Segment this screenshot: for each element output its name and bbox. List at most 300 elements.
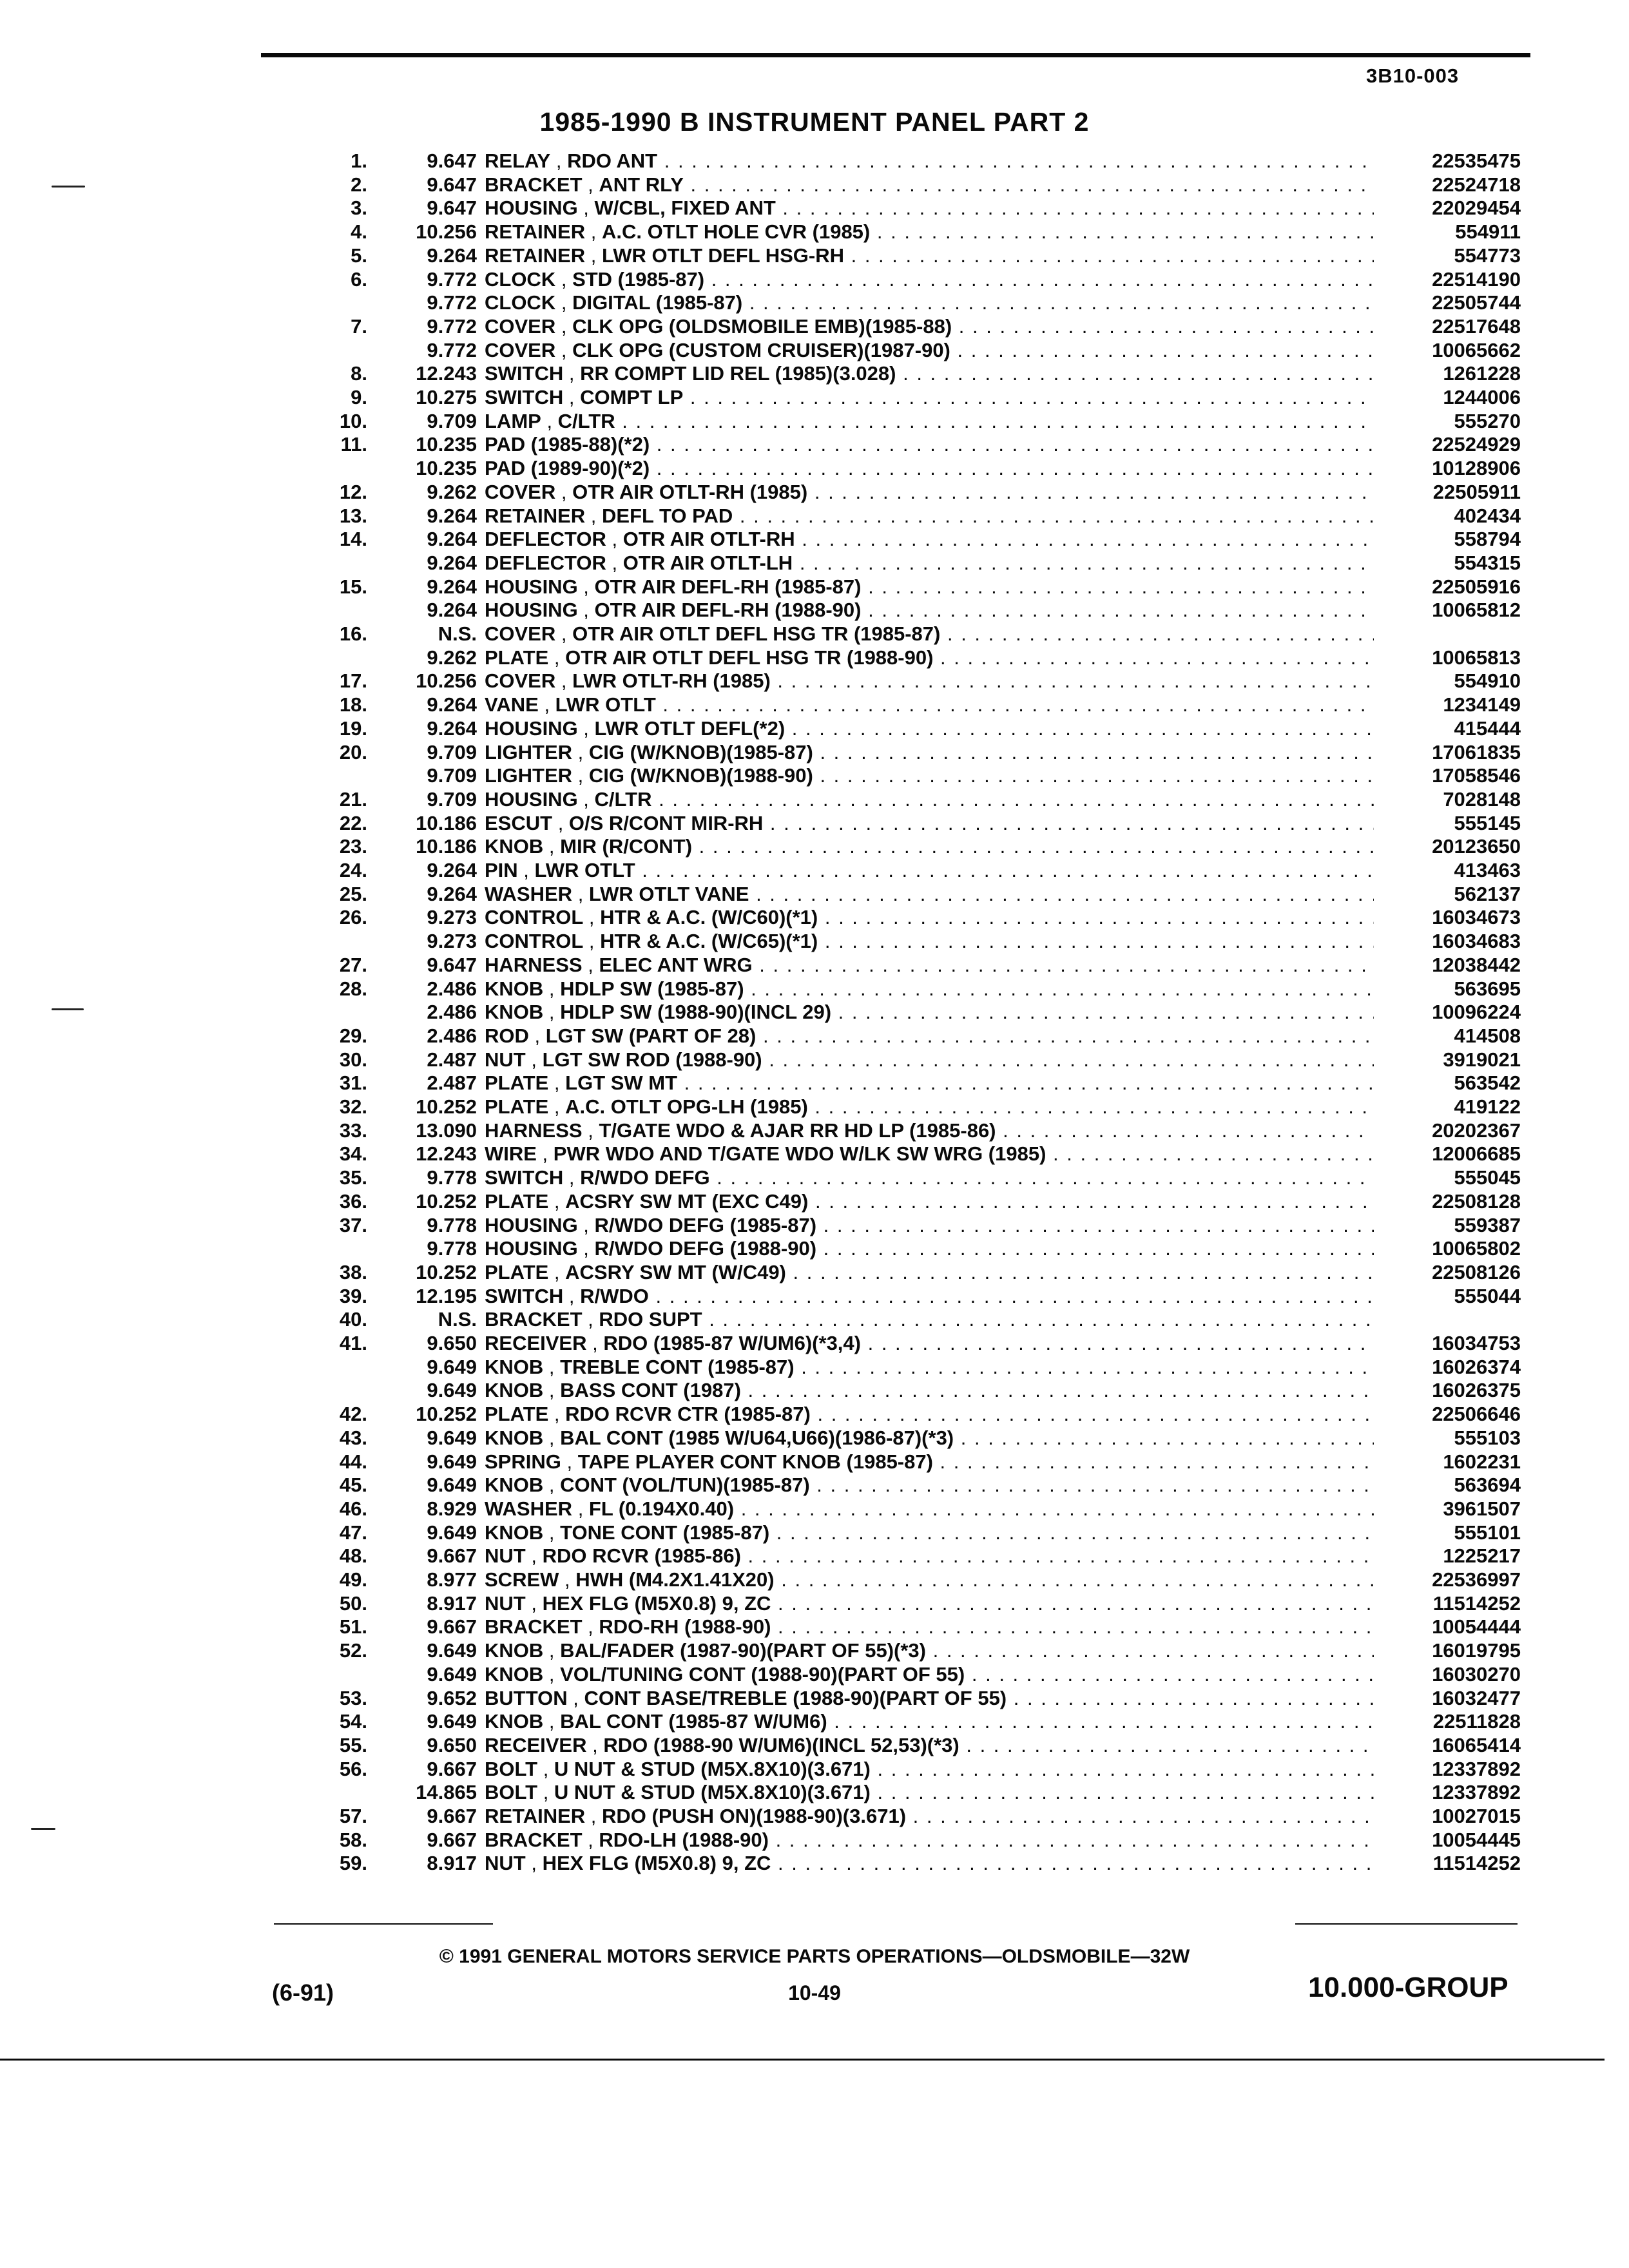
reference-number: 10.186 — [416, 835, 477, 858]
separator: , — [577, 716, 595, 740]
reference-number: 9.647 — [427, 173, 477, 196]
part-number: 3919021 — [1443, 1048, 1521, 1071]
part-number: 563695 — [1454, 977, 1521, 1000]
separator: , — [582, 1119, 599, 1142]
part-name: SPRING — [485, 1450, 561, 1473]
part-detail: HTR & A.C. (W/C60)(*1) — [600, 906, 818, 929]
part-detail: LWR OTLT — [534, 859, 635, 881]
item-number: 3. — [351, 197, 367, 220]
part-name: LIGHTER — [485, 740, 573, 764]
part-detail: R/WDO DEFG — [580, 1166, 710, 1189]
part-name: CONTROL — [485, 930, 584, 953]
part-number: 22508128 — [1432, 1189, 1521, 1213]
reference-number: 9.667 — [427, 1757, 477, 1780]
separator: , — [563, 362, 581, 385]
part-detail: HWH (M4.2X1.41X20) — [575, 1568, 775, 1591]
part-description — [485, 812, 1374, 835]
reference-number: 8.917 — [427, 1591, 477, 1615]
part-description — [485, 575, 1374, 599]
reference-number: 9.649 — [427, 1355, 477, 1378]
part-name: PAD — [485, 457, 526, 480]
separator: , — [548, 1260, 566, 1283]
parts-row — [0, 1758, 1629, 1781]
part-detail: LWR OTLT DEFL HSG-RH — [602, 244, 844, 267]
separator: , — [585, 1805, 602, 1827]
margin-mark — [52, 186, 85, 187]
part-number: 1234149 — [1443, 693, 1521, 716]
part-detail: RR COMPT LID REL (1985)(3.028) — [580, 362, 896, 385]
parts-row — [0, 1474, 1629, 1497]
reference-number: 9.647 — [427, 953, 477, 976]
item-number: 52. — [339, 1639, 367, 1662]
item-number: 26. — [339, 906, 367, 929]
item-number: 19. — [339, 716, 367, 740]
item-number: 25. — [339, 882, 367, 905]
separator: , — [572, 1497, 589, 1520]
reference-number: 12.243 — [416, 362, 477, 385]
reference-number: 10.186 — [416, 811, 477, 834]
part-description — [485, 1072, 1374, 1095]
part-name: WASHER — [485, 882, 573, 905]
item-number: 4. — [351, 220, 367, 244]
separator: , — [555, 314, 573, 338]
parts-row — [0, 220, 1629, 244]
item-number: 37. — [339, 1213, 367, 1236]
separator: , — [525, 1852, 543, 1875]
part-name: HOUSING — [485, 716, 578, 740]
part-description — [485, 1829, 1374, 1852]
part-detail: OTR AIR OTLT DEFL HSG TR (1988-90) — [565, 646, 934, 669]
separator: , — [559, 1568, 576, 1591]
separator: , — [586, 1733, 604, 1756]
item-number: 53. — [339, 1686, 367, 1709]
part-description — [485, 1308, 1374, 1331]
part-description — [485, 457, 1374, 480]
separator: , — [525, 1544, 543, 1568]
part-number: 16019795 — [1432, 1639, 1521, 1662]
reference-number: N.S. — [438, 1308, 477, 1331]
reference-number: 9.264 — [427, 575, 477, 598]
part-detail: U NUT & STUD (M5X.8X10)(3.671) — [554, 1781, 871, 1804]
part-detail: OTR AIR DEFL-RH (1988-90) — [594, 599, 862, 622]
separator: , — [543, 1521, 561, 1544]
separator: , — [555, 480, 573, 503]
part-description — [485, 433, 1374, 456]
part-name: PIN — [485, 859, 518, 881]
top-rule — [261, 53, 1530, 57]
part-number: 10054444 — [1432, 1615, 1521, 1639]
part-description — [485, 1285, 1374, 1308]
parts-row — [0, 1285, 1629, 1308]
part-detail: ELEC ANT WRG — [599, 953, 753, 976]
part-description — [485, 220, 1374, 244]
part-description — [485, 717, 1374, 740]
part-number: 16030270 — [1432, 1662, 1521, 1686]
item-number: 30. — [339, 1048, 367, 1071]
part-name: NUT — [485, 1591, 526, 1615]
part-description — [485, 906, 1374, 929]
separator: , — [585, 504, 602, 527]
separator: , — [528, 1024, 546, 1047]
parts-row — [0, 1095, 1629, 1119]
reference-number: 9.652 — [427, 1686, 477, 1709]
margin-mark — [52, 1008, 84, 1010]
part-description — [485, 362, 1374, 385]
parts-row — [0, 1734, 1629, 1757]
separator: , — [543, 1662, 561, 1686]
part-number: 22524929 — [1432, 433, 1521, 456]
part-name: KNOB — [485, 1710, 544, 1733]
separator — [525, 433, 531, 456]
separator: , — [543, 1426, 561, 1449]
item-number: 36. — [339, 1189, 367, 1213]
part-description — [485, 1024, 1374, 1048]
part-detail: A.C. OTLT OPG-LH (1985) — [565, 1095, 808, 1118]
reference-number: 8.917 — [427, 1852, 477, 1875]
part-description — [485, 788, 1374, 811]
part-number: 22536997 — [1432, 1568, 1521, 1591]
reference-number: 9.650 — [427, 1733, 477, 1756]
part-description — [485, 1379, 1374, 1402]
part-name: NUT — [485, 1852, 526, 1875]
part-number: 555044 — [1454, 1284, 1521, 1307]
separator: , — [577, 1237, 595, 1260]
reference-number: 9.264 — [427, 882, 477, 905]
separator: , — [536, 1142, 554, 1166]
part-detail: RDO-RH (1988-90) — [599, 1615, 771, 1639]
separator: , — [543, 835, 561, 858]
part-description — [485, 1663, 1374, 1686]
part-number: 16034753 — [1432, 1332, 1521, 1354]
parts-row — [0, 1024, 1629, 1048]
reference-number: N.S. — [438, 622, 477, 645]
part-name: HOUSING — [485, 1213, 578, 1236]
part-detail: VOL/TUNING CONT (1988-90)(PART OF 55) — [560, 1662, 965, 1686]
page-code: 3B10-003 — [1366, 64, 1460, 87]
part-detail: PWR WDO AND T/GATE WDO W/LK SW WRG (1985) — [553, 1142, 1046, 1166]
parts-row — [0, 646, 1629, 669]
part-detail: R/WDO — [580, 1284, 649, 1307]
parts-row — [0, 1332, 1629, 1355]
item-number: 46. — [339, 1497, 367, 1520]
separator: , — [583, 930, 601, 953]
item-number: 47. — [339, 1521, 367, 1544]
item-number: 57. — [339, 1805, 367, 1827]
part-description — [485, 1710, 1374, 1733]
part-name: RETAINER — [485, 1805, 586, 1827]
margin-mark — [31, 1828, 55, 1830]
part-detail: DIGITAL (1985-87) — [572, 291, 743, 314]
reference-number: 10.252 — [416, 1260, 477, 1283]
part-number: 419122 — [1454, 1095, 1521, 1118]
footer-copyright: © 1991 GENERAL MOTORS SERVICE PARTS OPERATIONS—OLDSMOBILE—32W — [439, 1946, 1190, 1967]
parts-row — [0, 1261, 1629, 1284]
part-name: COVER — [485, 338, 556, 361]
separator: , — [548, 1189, 566, 1213]
part-detail: (1989-90)(*2) — [530, 457, 650, 480]
item-number: 22. — [339, 811, 367, 834]
separator: , — [586, 1332, 604, 1354]
part-detail: CIG (W/KNOB)(1988-90) — [588, 764, 813, 787]
part-description — [485, 954, 1374, 977]
part-description — [485, 1592, 1374, 1615]
separator: , — [606, 528, 623, 551]
part-description — [485, 528, 1374, 551]
item-number: 5. — [351, 244, 367, 267]
part-detail: LGT SW MT — [565, 1072, 678, 1095]
reference-number: 9.772 — [427, 291, 477, 314]
parts-row — [0, 1190, 1629, 1213]
reference-number: 2.486 — [427, 1001, 477, 1024]
reference-number: 10.235 — [416, 433, 477, 456]
part-detail: R/WDO DEFG (1985-87) — [594, 1213, 817, 1236]
part-number: 12038442 — [1432, 953, 1521, 976]
part-number: 11514252 — [1432, 1591, 1521, 1615]
part-number: 22517648 — [1432, 314, 1521, 338]
part-number: 1602231 — [1443, 1450, 1521, 1473]
reference-number: 9.273 — [427, 930, 477, 953]
parts-row — [0, 505, 1629, 528]
separator: , — [548, 646, 566, 669]
part-description — [485, 1521, 1374, 1544]
part-description — [485, 1119, 1374, 1142]
separator: , — [525, 1591, 543, 1615]
parts-row — [0, 812, 1629, 835]
separator: , — [572, 882, 589, 905]
part-number: 16065414 — [1432, 1733, 1521, 1756]
part-detail: OTR AIR OTLT DEFL HSG TR (1985-87) — [572, 622, 941, 645]
part-description — [485, 1001, 1374, 1024]
part-detail: CONT (VOL/TUN)(1985-87) — [560, 1474, 810, 1497]
separator: , — [572, 740, 589, 764]
part-detail: C/LTR — [557, 409, 615, 432]
part-name: BRACKET — [485, 173, 583, 196]
part-name: RETAINER — [485, 504, 586, 527]
item-number: 8. — [351, 362, 367, 385]
part-name: SWITCH — [485, 362, 564, 385]
part-description — [485, 599, 1374, 622]
part-description — [485, 315, 1374, 338]
separator: , — [543, 1355, 561, 1378]
item-number: 21. — [339, 787, 367, 811]
reference-number: 9.649 — [427, 1426, 477, 1449]
parts-row — [0, 1592, 1629, 1615]
item-number: 38. — [339, 1260, 367, 1283]
part-name: COVER — [485, 622, 556, 645]
reference-number: 10.275 — [416, 386, 477, 408]
part-name: PLATE — [485, 1072, 549, 1095]
parts-row — [0, 599, 1629, 622]
parts-row — [0, 410, 1629, 433]
part-number: 22505916 — [1432, 575, 1521, 598]
item-number: 34. — [339, 1142, 367, 1166]
part-detail: DEFL TO PAD — [602, 504, 733, 527]
part-detail: RDO (1985-87 W/UM6)(*3,4) — [603, 1332, 861, 1354]
reference-number: 9.709 — [427, 764, 477, 787]
part-number: 555145 — [1454, 811, 1521, 834]
part-detail: CLK OPG (OLDSMOBILE EMB)(1985-88) — [572, 314, 952, 338]
parts-row — [0, 717, 1629, 740]
part-name: KNOB — [485, 835, 544, 858]
parts-row — [0, 1142, 1629, 1166]
part-name: KNOB — [485, 1662, 544, 1686]
part-detail: LWR OTLT DEFL(*2) — [594, 716, 786, 740]
parts-row — [0, 1379, 1629, 1402]
parts-row — [0, 1687, 1629, 1710]
part-name: RECEIVER — [485, 1332, 587, 1354]
part-number: 22514190 — [1432, 267, 1521, 291]
parts-row — [0, 268, 1629, 291]
item-number: 35. — [339, 1166, 367, 1189]
part-name: KNOB — [485, 1355, 544, 1378]
part-number: 559387 — [1454, 1213, 1521, 1236]
parts-row — [0, 1166, 1629, 1189]
part-detail: BAL/FADER (1987-90)(PART OF 55)(*3) — [560, 1639, 926, 1662]
part-detail: CONT BASE/TREBLE (1988-90)(PART OF 55) — [584, 1686, 1007, 1709]
part-number: 563694 — [1454, 1474, 1521, 1497]
part-detail: ANT RLY — [599, 173, 684, 196]
separator: , — [585, 244, 602, 267]
parts-row — [0, 1403, 1629, 1426]
part-number: 402434 — [1454, 504, 1521, 527]
part-detail: TREBLE CONT (1985-87) — [560, 1355, 795, 1378]
part-name: CLOCK — [485, 267, 556, 291]
part-name: HARNESS — [485, 1119, 583, 1142]
part-detail: (1985-88)(*2) — [530, 433, 650, 456]
item-number: 31. — [339, 1072, 367, 1095]
item-number: 11. — [340, 433, 367, 456]
reference-number: 9.647 — [427, 149, 477, 172]
parts-row — [0, 859, 1629, 882]
separator: , — [525, 1048, 543, 1071]
reference-number: 9.772 — [427, 267, 477, 291]
part-name: KNOB — [485, 977, 544, 1000]
part-name: PLATE — [485, 1189, 549, 1213]
item-number: 56. — [339, 1757, 367, 1780]
separator: , — [582, 1615, 599, 1639]
part-description — [485, 1332, 1374, 1355]
separator: , — [563, 386, 581, 408]
part-detail: OTR AIR OTLT-RH — [622, 528, 795, 551]
parts-row — [0, 1001, 1629, 1024]
part-detail: W/CBL, FIXED ANT — [594, 197, 776, 220]
part-description — [485, 1544, 1374, 1568]
parts-row — [0, 1450, 1629, 1474]
parts-row — [0, 291, 1629, 314]
part-description — [485, 1687, 1374, 1710]
reference-number: 9.262 — [427, 646, 477, 669]
part-detail: T/GATE WDO & AJAR RR HD LP (1985-86) — [599, 1119, 996, 1142]
item-number: 54. — [339, 1710, 367, 1733]
separator: , — [548, 1095, 566, 1118]
parts-row — [0, 930, 1629, 953]
part-number: 12337892 — [1432, 1781, 1521, 1804]
separator: , — [543, 1474, 561, 1497]
part-description — [485, 1356, 1374, 1379]
reference-number: 9.667 — [427, 1828, 477, 1851]
part-detail: RDO (PUSH ON)(1988-90)(3.671) — [602, 1805, 907, 1827]
parts-row — [0, 906, 1629, 929]
part-number: 22535475 — [1432, 149, 1521, 172]
separator: , — [563, 1166, 581, 1189]
part-detail: BAL CONT (1985 W/U64,U66)(1986-87)(*3) — [560, 1426, 954, 1449]
part-name: VANE — [485, 693, 539, 716]
part-name: BRACKET — [485, 1828, 583, 1851]
item-number: 20. — [339, 740, 367, 764]
part-name: BOLT — [485, 1757, 538, 1780]
reference-number: 9.649 — [427, 1379, 477, 1402]
part-description — [485, 693, 1374, 716]
part-description — [485, 1805, 1374, 1828]
part-number: 20123650 — [1432, 835, 1521, 858]
part-detail: HEX FLG (M5X0.8) 9, ZC — [542, 1591, 771, 1615]
parts-row — [0, 575, 1629, 599]
part-detail: FL (0.194X0.40) — [588, 1497, 735, 1520]
part-number: 413463 — [1454, 859, 1521, 881]
separator: , — [577, 197, 595, 220]
parts-row — [0, 1852, 1629, 1875]
item-number: 27. — [339, 953, 367, 976]
separator: , — [583, 906, 601, 929]
part-description — [485, 481, 1374, 504]
reference-number: 10.256 — [416, 669, 477, 693]
part-name: LAMP — [485, 409, 541, 432]
part-name: KNOB — [485, 1639, 544, 1662]
separator: , — [582, 953, 599, 976]
parts-row — [0, 622, 1629, 646]
reference-number: 9.649 — [427, 1710, 477, 1733]
separator: , — [555, 291, 573, 314]
part-number: 12006685 — [1432, 1142, 1521, 1166]
separator: , — [577, 575, 595, 598]
reference-number: 8.977 — [427, 1568, 477, 1591]
part-description — [485, 386, 1374, 409]
parts-row — [0, 1781, 1629, 1804]
part-description — [485, 1852, 1374, 1875]
reference-number: 9.667 — [427, 1544, 477, 1568]
parts-row — [0, 457, 1629, 480]
part-description — [485, 244, 1374, 267]
part-description — [485, 1048, 1374, 1072]
part-number: 555045 — [1454, 1166, 1521, 1189]
part-number: 22505911 — [1432, 480, 1521, 503]
part-description — [485, 410, 1374, 433]
parts-row — [0, 741, 1629, 764]
part-description — [485, 1142, 1374, 1166]
part-number: 10096224 — [1432, 1001, 1521, 1024]
parts-row — [0, 1805, 1629, 1828]
part-description — [485, 1450, 1374, 1474]
part-description — [485, 505, 1374, 528]
part-name: CLOCK — [485, 291, 556, 314]
reference-number: 9.772 — [427, 338, 477, 361]
separator: , — [555, 622, 573, 645]
parts-row — [0, 244, 1629, 267]
part-number: 10065802 — [1432, 1237, 1521, 1260]
item-number: 16. — [339, 622, 367, 645]
part-description — [485, 669, 1374, 693]
part-number: 16034673 — [1432, 906, 1521, 929]
separator: , — [543, 1710, 561, 1733]
part-name: RETAINER — [485, 244, 586, 267]
reference-number: 2.487 — [427, 1048, 477, 1071]
part-detail: TONE CONT (1985-87) — [560, 1521, 770, 1544]
separator: , — [543, 977, 561, 1000]
parts-row — [0, 315, 1629, 338]
part-name: KNOB — [485, 1379, 544, 1402]
item-number: 17. — [339, 669, 367, 693]
part-name: NUT — [485, 1544, 526, 1568]
